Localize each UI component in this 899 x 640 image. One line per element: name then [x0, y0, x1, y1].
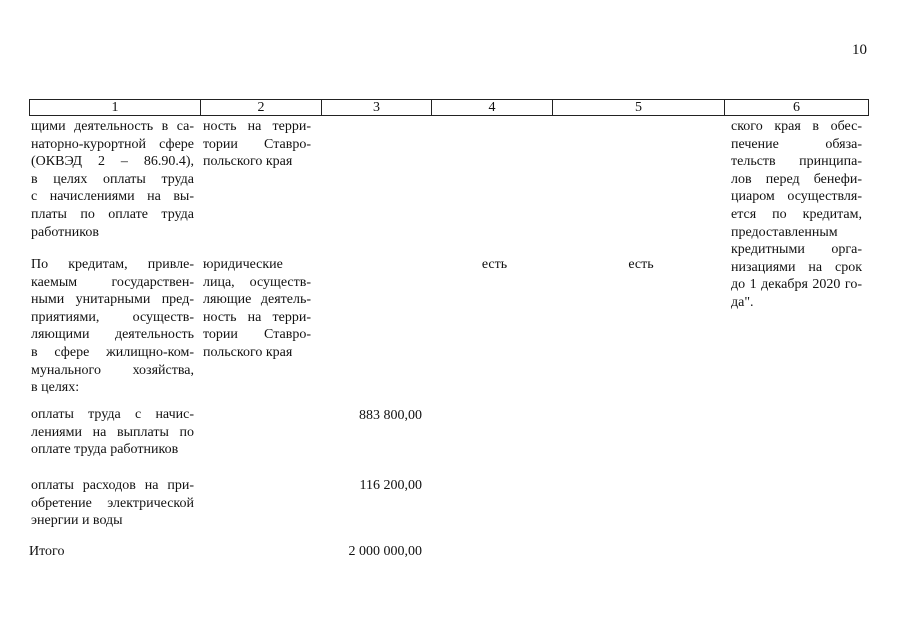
column-number-3: 3 — [321, 100, 431, 115]
text-line: платы по оплате труда — [31, 206, 194, 222]
text-line: ляющими деятельность — [31, 327, 194, 343]
text-line: печение обяза- — [731, 136, 862, 152]
text-line: работников — [31, 224, 99, 240]
text-line: приятиями, осуществ- — [31, 309, 194, 325]
text-line: оплаты труда с начис- — [31, 407, 194, 422]
column-number-6: 6 — [724, 100, 868, 115]
col1-wages-text — [31, 406, 194, 459]
column-number-1: 1 — [111, 100, 119, 115]
text-line: (ОКВЭД 2 – 86.90.4), — [31, 154, 194, 170]
text-line: ется по кредитам, — [731, 206, 862, 222]
col2-territory-text — [203, 118, 311, 171]
col6-obligations-text — [731, 118, 862, 312]
text-line: наторно-курортной сфере — [31, 136, 194, 152]
amount-total: 2 000 000,00 — [348, 544, 422, 559]
text-line: оплате труда работников — [31, 442, 179, 458]
text-line: юридические — [203, 257, 283, 272]
col4-value: есть — [481, 257, 508, 272]
column-number-4: 4 — [431, 100, 552, 115]
column-number-2: 2 — [200, 100, 321, 115]
text-line: предоставленным — [731, 224, 838, 240]
text-line: мунального хозяйства, — [31, 362, 194, 378]
table-header-row — [29, 99, 869, 116]
amount-utilities: 116 200,00 — [359, 478, 422, 493]
text-line: польского края — [203, 154, 293, 170]
text-line: в целях оплаты труда — [31, 171, 194, 187]
text-line: лениями на выплаты по — [31, 424, 194, 440]
text-line: ность на терри- — [203, 119, 311, 134]
text-line: да". — [731, 294, 754, 310]
total-label: Итого — [29, 544, 65, 559]
text-line: циаром осуществля- — [731, 189, 862, 205]
text-line: По кредитам, привле- — [31, 257, 194, 272]
text-line: обретение электрической — [31, 495, 194, 511]
column-number-5: 5 — [552, 100, 724, 115]
page-number: 10 — [852, 42, 867, 58]
text-line: оплаты расходов на при- — [31, 478, 194, 493]
col1-sanatorium-text — [31, 118, 194, 241]
col5-value: есть — [628, 257, 654, 272]
text-line: польского края — [203, 344, 293, 360]
text-line: тории Ставро- — [203, 327, 311, 343]
col1-housing-credits-text — [31, 256, 194, 397]
text-line: энергии и воды — [31, 513, 123, 529]
text-line: щими деятельность в са- — [31, 119, 194, 134]
text-line: до 1 декабря 2020 го- — [731, 277, 862, 293]
text-line: ность на терри- — [203, 309, 311, 325]
text-line: в сфере жилищно-ком- — [31, 344, 194, 360]
text-line: тории Ставро- — [203, 136, 311, 152]
text-line: низациями на срок — [731, 259, 862, 275]
col1-utilities-text — [31, 477, 194, 530]
text-line: ского края в обес- — [731, 119, 862, 134]
text-line: кредитными орга- — [731, 242, 862, 258]
text-line: в целях: — [31, 380, 80, 396]
text-line: каемым государствен- — [31, 274, 194, 290]
text-line: с начислениями на вы- — [31, 189, 194, 205]
text-line: лов перед бенефи- — [731, 171, 862, 187]
text-line: ными унитарными пред- — [31, 292, 194, 308]
text-line: ляющие деятель- — [203, 292, 311, 308]
text-line: тельств принципа- — [731, 154, 862, 170]
amount-wages: 883 800,00 — [359, 408, 422, 423]
text-line: лица, осуществ- — [203, 274, 311, 290]
col2-legal-entities-text — [203, 256, 311, 362]
